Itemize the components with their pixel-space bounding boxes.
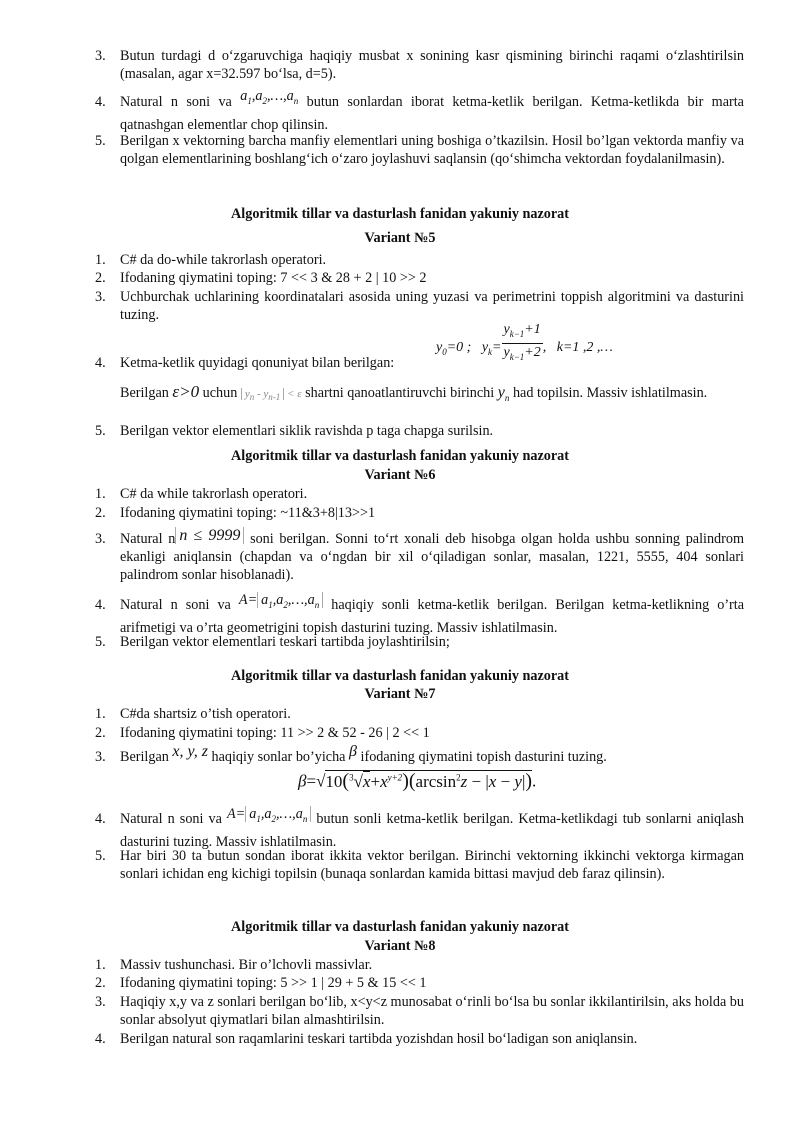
- item-text: Har biri 30 ta butun sondan iborat ikkita vektor berilgan. Birinchi vektorning ikkinchi vektorga kirmagan sonlari ichidan eng kichigi topilsin (bunaqa sonlardan kamida bittasi mavjud deb faraz qilinsin).: [120, 848, 744, 882]
- item-number: 5.: [95, 848, 106, 864]
- item-text: had topilsin. Massiv ishlatilmasin.: [512, 385, 708, 401]
- item-text: ifodaning qiymatini topish dasturini tuzing.: [360, 749, 607, 765]
- list-item: [96, 705, 744, 723]
- convergence-formula: $y_n - y_{n-1}$: [241, 388, 284, 400]
- list-item: [96, 633, 744, 651]
- list-item: [95, 527, 745, 584]
- list-item: Berilgan ε>0 uchun $y_n - y_{n-1} < \varepsilon$ shartni qanoatlantiruvchi birinchi $y_n$ had topilsin. Massiv ishlatilmasin.: [120, 382, 708, 404]
- list-item: [96, 251, 744, 269]
- list-item: [96, 504, 744, 522]
- list-item: [96, 269, 744, 287]
- recurrence-formula: $y_0=0$ ; $y_k=$ $\frac{y_{k-1}+1}{y_{k-1}+2}$ , k=1 ,2 ,…: [436, 322, 613, 362]
- item-number: 1.: [95, 957, 106, 973]
- item-number: 1.: [95, 486, 106, 502]
- beta-symbol: β: [349, 743, 357, 760]
- item-text: Natural n soni va: [120, 597, 231, 613]
- item-text: Ifodaning qiymatini toping: 5 >> 1 | 29 + 5 & 15 << 1: [120, 975, 427, 991]
- item-number: 5.: [95, 423, 106, 439]
- item-number: 3.: [95, 531, 106, 547]
- list-item: [96, 993, 744, 1029]
- item-text: butun sonli ketma-ketlik berilgan. Ketma-ketlikdagi tub sonlarni aniqlash dasturini tuzing. Massiv ishlatilmasin.: [120, 811, 745, 850]
- item-number: 3.: [95, 994, 106, 1010]
- list-item: [95, 88, 744, 134]
- list-item: [96, 956, 744, 974]
- item-number: 3.: [95, 48, 106, 64]
- item-text: butun sonlardan iborat ketma-ketlik berilgan. Ketma-ketlikda bir marta qatnashgan elementlar chop qilinsin.: [120, 94, 744, 133]
- variant-title: Variant №7: [364, 686, 436, 702]
- exam-heading: Algoritmik tillar va dasturlash fanidan yakuniy nazorat: [231, 668, 569, 684]
- list-item: [95, 806, 745, 851]
- item-number: 5.: [95, 133, 106, 149]
- item-text: Ifodaning qiymatini toping: ~11&3+8|13>>1: [120, 505, 376, 521]
- list-item: [96, 485, 744, 503]
- item-text: Berilgan vektor elementlari siklik ravishda p taga chapga surilsin.: [120, 423, 494, 439]
- variant-title: Variant №6: [364, 467, 436, 483]
- variant-title: Variant №8: [364, 938, 436, 954]
- item-text: Natural n soni va: [120, 94, 232, 110]
- item-number: 4.: [95, 94, 106, 110]
- item-text: Ketma-ketlik quyidagi qonuniyat bilan berilgan:: [120, 355, 395, 371]
- sequence-formula: $a_1,a_2,\dots,a_n$: [240, 88, 299, 106]
- item-text: Natural n: [120, 531, 176, 547]
- item-text: C# da do-while takrorlash operatori.: [120, 252, 327, 268]
- beta-formula: $\beta=√10(^3√x+x^{y+2})(\arcsin^2z - |x - y|)$.: [298, 769, 537, 792]
- item-text: Massiv tushunchasi. Bir o’lchovli massivlar.: [120, 957, 373, 973]
- item-number: 4.: [95, 597, 106, 613]
- xyz-formula: x, y, z: [172, 743, 208, 760]
- item-text: Ifodaning qiymatini toping: 11 >> 2 & 52 - 26 | 2 << 1: [120, 725, 430, 741]
- epsilon-formula: ε>0: [172, 382, 200, 401]
- variant-title: Variant №5: [364, 230, 436, 246]
- item-text: Berilgan: [120, 385, 169, 401]
- item-text: Natural n soni va: [120, 811, 222, 827]
- list-item: [96, 288, 744, 324]
- item-text: Berilgan: [120, 749, 169, 765]
- item-text: Haqiqiy x,y va z sonlari berilgan bo‘lib, x<y<z munosabat o‘rinli bo‘lsa bu sonlar ikkilantirilsin, aks holda bu sonlar absolyut qiymatlari bilan almashtirilsin.: [120, 994, 744, 1028]
- list-item: [95, 592, 745, 637]
- list-item: [95, 743, 744, 766]
- list-item: [96, 132, 744, 168]
- item-text: C# da while takrorlash operatori.: [120, 486, 308, 502]
- list-item: [96, 724, 744, 742]
- item-text: uchun: [202, 385, 238, 401]
- item-number: 3.: [95, 749, 106, 765]
- exam-heading: Algoritmik tillar va dasturlash fanidan yakuniy nazorat: [231, 448, 569, 464]
- item-text: haqiqiy sonlar bo’yicha: [211, 749, 346, 765]
- item-text: Butun turdagi d o‘zgaruvchiga haqiqiy musbat x sonining kasr qismining birinchi raqami o‘zlashtirilsin (masalan, agar x=32.597 bo‘lsa, d=5).: [120, 48, 744, 82]
- item-number: 2.: [95, 975, 106, 991]
- list-item: [96, 422, 744, 440]
- item-text: Berilgan vektor elementlari teskari tartibda joylashtirilsin;: [120, 634, 450, 650]
- list-item: [96, 354, 744, 372]
- item-text: Ifodaning qiymatini toping: 7 << 3 & 28 + 2 | 10 >> 2: [120, 270, 427, 286]
- item-text: Berilgan natural son raqamlarini teskari tartibda yozishdan hosil bo‘ladigan son aniqlansin.: [120, 1031, 638, 1047]
- list-item: [96, 974, 744, 992]
- item-number: 4.: [95, 811, 106, 827]
- exam-heading: Algoritmik tillar va dasturlash fanidan yakuniy nazorat: [231, 206, 569, 222]
- item-number: 2.: [95, 270, 106, 286]
- item-number: 4.: [95, 1031, 106, 1047]
- yn-formula: $y_n$: [497, 384, 510, 404]
- sequence-formula: $A= a_1,a_2,\dots,a_n$: [227, 806, 311, 822]
- item-number: 3.: [95, 289, 106, 305]
- sequence-formula: $A= a_1,a_2,\dots,a_n$: [239, 592, 323, 608]
- list-item: [96, 847, 744, 883]
- item-number: 2.: [95, 725, 106, 741]
- item-text: C#da shartsiz o’tish operatori.: [120, 706, 291, 722]
- list-item: [96, 47, 744, 83]
- item-text: soni berilgan. Sonni to‘rt xonali deb hisobga olgan holda ushbu sonning palindrom ekanligi aniqlansin (chapdan va o‘ngdan bir xil o‘qiladigan sonlar, masalan, 1221, 5555, 404 sonlari palindrom sonlar hisoblanadi).: [120, 531, 745, 583]
- item-number: 2.: [95, 505, 106, 521]
- item-text: shartni qanoatlantiruvchi birinchi: [305, 385, 495, 401]
- item-text: haqiqiy sonli ketma-ketlik berilgan. Berilgan ketma-ketlikning o’rta arifmetigi va o’rta geometrigini topish dasturini tuzing. Massiv ishlatilmasin.: [120, 597, 745, 636]
- exam-heading: Algoritmik tillar va dasturlash fanidan yakuniy nazorat: [231, 919, 569, 935]
- item-number: 1.: [95, 706, 106, 722]
- item-number: 1.: [95, 252, 106, 268]
- item-number: 5.: [95, 634, 106, 650]
- item-text: Uchburchak uchlarining koordinatalari asosida uning yuzasi va perimetrini toppish algoritmini va dasturini tuzing.: [120, 289, 744, 323]
- item-text: Berilgan x vektorning barcha manfiy elementlari uning boshiga o’tkazilsin. Hosil bo’lgan vektorda manfiy va qolgan elementlarining boshlang‘ich o‘zaro joylashuvi saqlansin (qo‘shimcha vektordan foydalanilmasin).: [120, 133, 744, 167]
- item-number: 4.: [95, 355, 106, 371]
- n-bound-formula: n ≤ 9999: [175, 527, 244, 544]
- list-item: [96, 1030, 744, 1048]
